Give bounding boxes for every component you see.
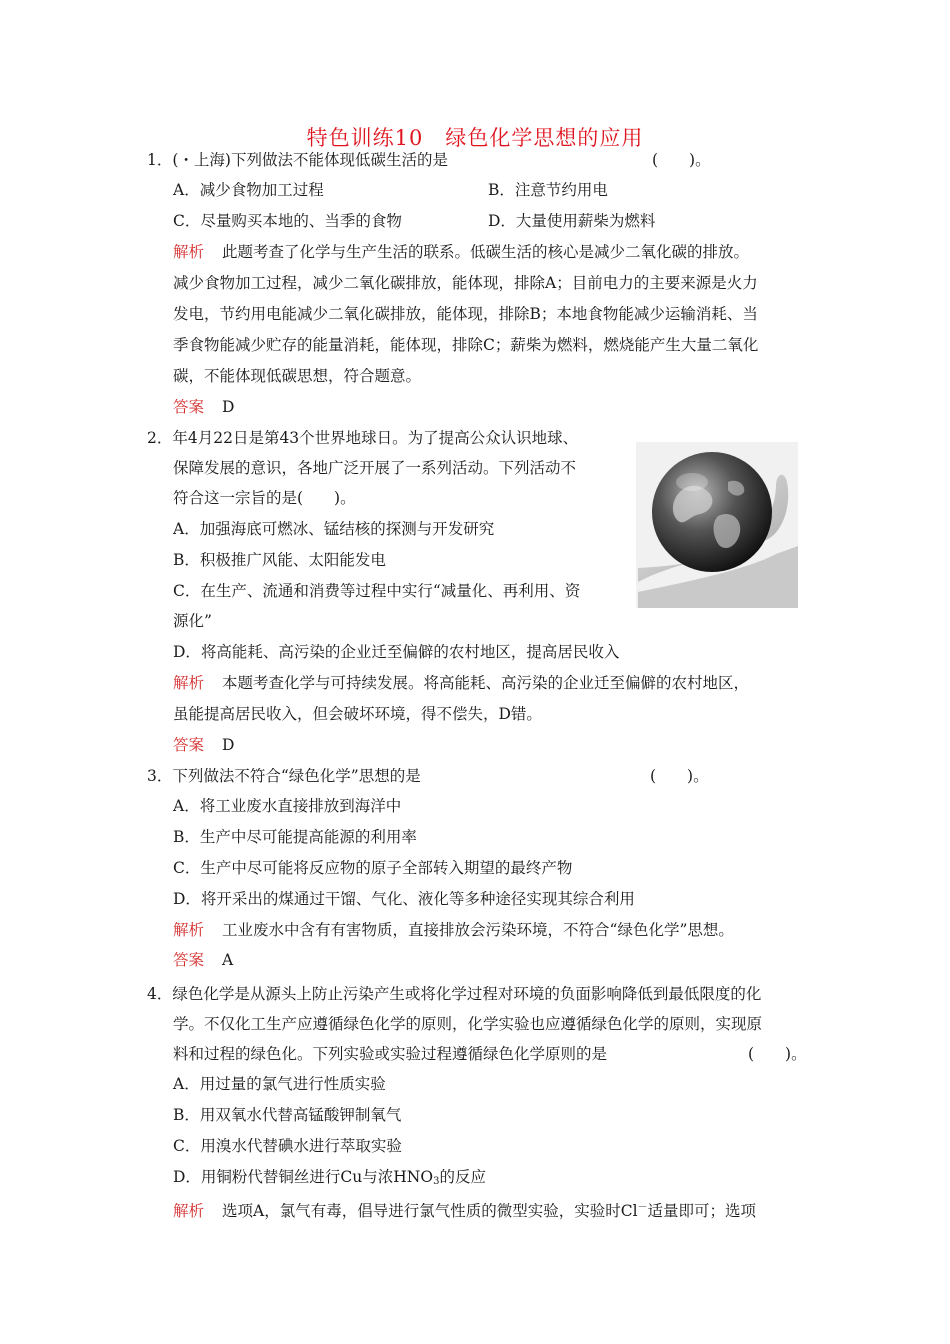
answer-label: 答案 — [173, 736, 205, 754]
answer-label: 答案 — [173, 951, 205, 969]
q3-stem: 3．下列做法不符合“绿色化学”思想的是 — [147, 767, 421, 785]
q3-option-d: D．将开采出的煤通过干馏、气化、液化等多种途径实现其综合利用 — [173, 890, 635, 908]
q1-analysis-line: 季食物能减少贮存的能量消耗，能体现，排除C；薪柴为燃料，燃烧能产生大量二氧化 — [173, 336, 759, 354]
q3-option-b: B．生产中尽可能提高能源的利用率 — [173, 828, 417, 846]
q1-option-c: C．尽量购买本地的、当季的食物 — [173, 212, 402, 230]
q4-analysis-line: 解析 选项A，氯气有毒，倡导进行氯气性质的微型实验，实验时Cl－适量即可；选项 — [173, 1202, 757, 1220]
answer-label: 答案 — [173, 398, 205, 416]
q3-analysis-line: 解析 工业废水中含有有害物质，直接排放会污染环境，不符合“绿色化学”思想。 — [173, 921, 734, 939]
q1-analysis-line: 解析 此题考查了化学与生产生活的联系。低碳生活的核心是减少二氧化碳的排放。 — [173, 243, 750, 261]
page-title: 特色训练10 绿色化学思想的应用 — [306, 126, 644, 150]
q2-analysis-line: 解析 本题考查化学与可持续发展。将高能耗、高污染的企业迁至偏僻的农村地区， — [173, 674, 750, 692]
q1-stem: 1．(・上海)下列做法不能体现低碳生活的是 — [147, 151, 448, 169]
q1-analysis-line: 碳，不能体现低碳思想，符合题意。 — [173, 367, 422, 385]
q3-option-c: C．生产中尽可能将反应物的原子全部转入期望的最终产物 — [173, 859, 573, 877]
q2-stem: 保障发展的意识，各地广泛开展了一系列活动。下列活动不 — [173, 459, 577, 477]
q1-option-b: B．注意节约用电 — [488, 181, 608, 199]
q3-answer: 答案 A — [173, 951, 234, 969]
q1-option-a: A．减少食物加工过程 — [173, 181, 324, 199]
q1-answer-blank: ( )。 — [652, 151, 711, 169]
q4-option-b: B．用双氧水代替高锰酸钾制氧气 — [173, 1106, 402, 1124]
q4-option-a: A．用过量的氯气进行性质实验 — [173, 1075, 386, 1093]
q2-option-d: D．将高能耗、高污染的企业迁至偏僻的农村地区，提高居民收入 — [173, 643, 620, 661]
q4-option-d: D．用铜粉代替铜丝进行Cu与浓$HNO_3$的反应 — [173, 1168, 486, 1187]
q3-option-a: A．将工业废水直接排放到海洋中 — [173, 797, 402, 815]
q2-option-c-cont: 源化” — [173, 612, 212, 630]
q1-analysis-line: 发电，节约用电能减少二氧化碳排放，能体现，排除B；本地食物能减少运输消耗、当 — [173, 305, 758, 323]
q4-stem: 学。不仅化工生产应遵循绿色化学的原则，化学实验也应遵循绿色化学的原则，实现原 — [173, 1015, 763, 1033]
q2-stem: 符合这一宗旨的是( )。 — [173, 489, 356, 507]
hand-holding-earth-globe-image — [636, 442, 798, 608]
q2-option-a: A．加强海底可燃冰、锰结核的探测与开发研究 — [173, 520, 495, 538]
analysis-label: 解析 — [173, 243, 205, 261]
q1-analysis-line: 减少食物加工过程，减少二氧化碳排放，能体现，排除A；目前电力的主要来源是火力 — [173, 274, 758, 292]
analysis-label: 解析 — [173, 1202, 205, 1220]
q4-stem: 料和过程的绿色化。下列实验或实验过程遵循绿色化学原则的是 — [173, 1045, 608, 1063]
q4-option-c: C．用溴水代替碘水进行萃取实验 — [173, 1137, 402, 1155]
q2-option-c: C．在生产、流通和消费等过程中实行“减量化、再利用、资 — [173, 582, 581, 600]
q1-option-d: D．大量使用薪柴为燃料 — [488, 212, 656, 230]
q3-answer-blank: ( )。 — [650, 767, 709, 785]
q2-answer: 答案 D — [173, 736, 235, 754]
q1-answer: 答案 D — [173, 398, 235, 416]
globe-icon — [636, 442, 798, 608]
analysis-label: 解析 — [173, 921, 205, 939]
q2-stem: 2．年4月22日是第43个世界地球日。为了提高公众认识地球、 — [147, 429, 579, 447]
analysis-label: 解析 — [173, 674, 205, 692]
q4-answer-blank: ( )。 — [748, 1045, 807, 1063]
q2-option-b: B．积极推广风能、太阳能发电 — [173, 551, 386, 569]
q4-stem: 4．绿色化学是从源头上防止污染产生或将化学过程对环境的负面影响降低到最低限度的化 — [147, 985, 762, 1003]
q2-analysis-line: 虽能提高居民收入，但会破坏环境，得不偿失，D错。 — [173, 705, 542, 723]
